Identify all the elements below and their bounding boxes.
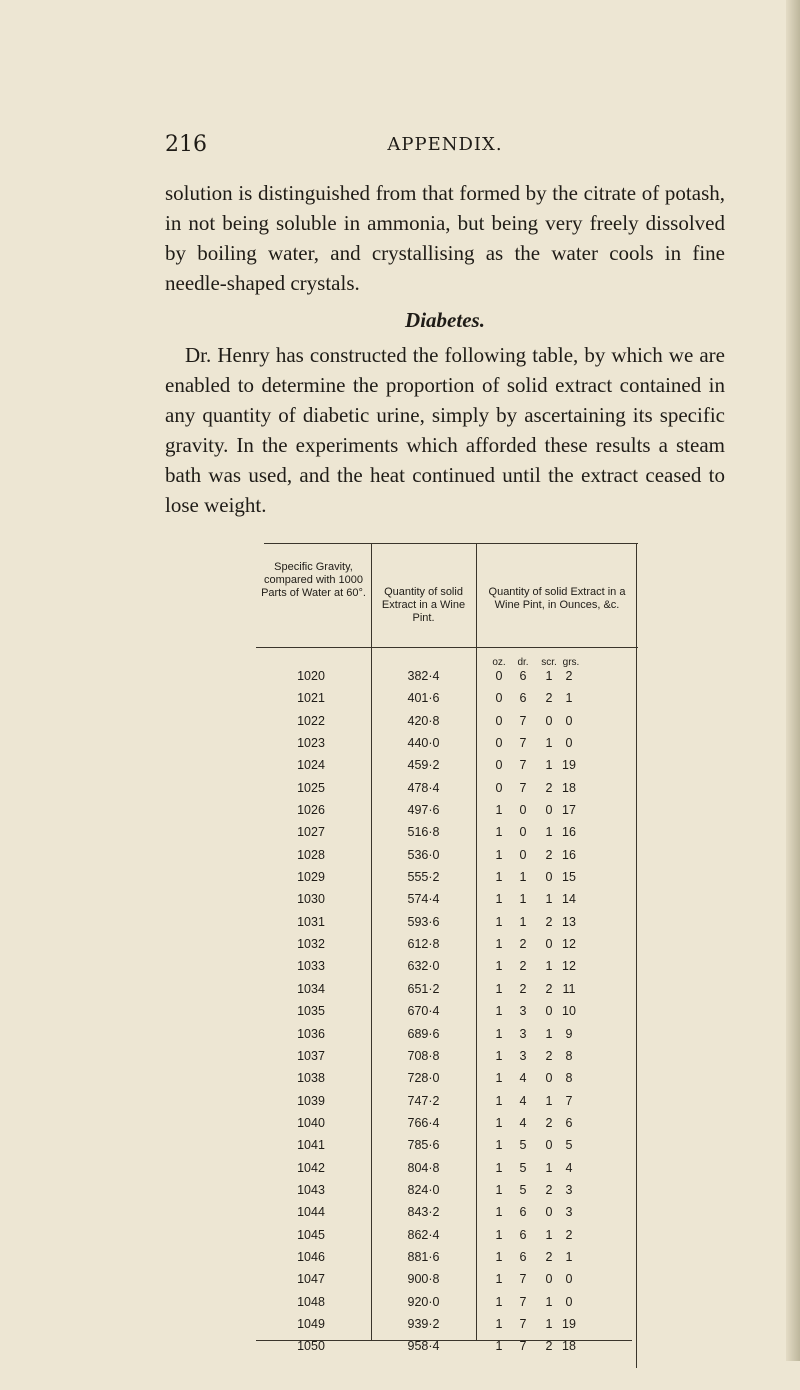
scr-cell: 2: [545, 1182, 553, 1197]
table-row: [256, 1293, 638, 1315]
grs-cell: 1: [565, 691, 573, 706]
grs-cell: 18: [562, 1339, 576, 1354]
grs-cell: 10: [562, 1004, 576, 1019]
grs-cell: 6: [565, 1115, 573, 1130]
grs-cell: 13: [562, 914, 576, 929]
table-row: [256, 1136, 638, 1158]
oz-cell: 1: [495, 1026, 503, 1041]
dr-cell: 1: [519, 892, 527, 907]
table-row: [256, 1114, 638, 1136]
specific-gravity-cell: 1029: [297, 870, 325, 885]
specific-gravity-cell: 1020: [297, 669, 325, 683]
specific-gravity-cell: 1024: [297, 758, 325, 773]
scr-cell: 2: [545, 914, 553, 929]
oz-cell: 1: [495, 1294, 503, 1309]
specific-gravity-cell: 1036: [297, 1026, 325, 1041]
quantity-cell: 497·6: [407, 803, 440, 818]
specific-gravity-cell: 1034: [297, 981, 325, 996]
dr-cell: 4: [519, 1115, 527, 1130]
oz-cell: 1: [495, 981, 503, 996]
scr-cell: 2: [545, 780, 553, 795]
scr-cell: 2: [545, 847, 553, 862]
quantity-cell: 804·8: [407, 1160, 440, 1175]
grs-cell: 15: [562, 870, 576, 885]
scr-cell: 0: [545, 1138, 553, 1153]
quantity-cell: 785·6: [407, 1138, 440, 1153]
scr-cell: 0: [545, 1272, 553, 1287]
grs-cell: 0: [565, 713, 573, 728]
oz-cell: 1: [495, 803, 503, 818]
quantity-cell: 689·6: [407, 1026, 440, 1041]
dr-cell: 3: [519, 1048, 527, 1063]
grs-cell: 2: [565, 669, 573, 683]
dr-cell: 5: [519, 1138, 527, 1153]
scr-cell: 0: [545, 713, 553, 728]
table-row: [256, 1203, 638, 1225]
specific-gravity-cell: 1043: [297, 1182, 325, 1197]
specific-gravity-cell: 1023: [297, 736, 325, 751]
header-title: APPENDIX.: [387, 134, 503, 155]
specific-gravity-cell: 1039: [297, 1093, 325, 1108]
oz-cell: 1: [495, 1093, 503, 1108]
scr-cell: 2: [545, 691, 553, 706]
dr-cell: 0: [519, 803, 527, 818]
dr-cell: 7: [519, 736, 527, 751]
dr-cell: 6: [519, 691, 527, 706]
table-row: [256, 957, 638, 979]
scr-cell: 2: [545, 1048, 553, 1063]
grs-cell: 17: [562, 803, 576, 818]
grs-cell: 11: [562, 981, 576, 996]
dr-cell: 5: [519, 1160, 527, 1175]
oz-cell: 1: [495, 1115, 503, 1130]
quantity-cell: 881·6: [407, 1249, 440, 1264]
table-row: [256, 734, 638, 756]
oz-cell: 0: [495, 758, 503, 773]
quantity-cell: 478·4: [407, 780, 440, 795]
oz-cell: 1: [495, 1160, 503, 1175]
grs-cell: 8: [565, 1048, 573, 1063]
dr-cell: 6: [519, 1227, 527, 1242]
dr-cell: 2: [519, 959, 527, 974]
grs-cell: 12: [562, 937, 576, 952]
specific-gravity-cell: 1046: [297, 1249, 325, 1264]
grs-cell: 8: [565, 1071, 573, 1086]
specific-gravity-cell: 1050: [297, 1339, 325, 1354]
oz-cell: 1: [495, 914, 503, 929]
table-row: [256, 1159, 638, 1181]
scr-cell: 2: [545, 1115, 553, 1130]
quantity-cell: 536·0: [407, 847, 440, 862]
dr-cell: 0: [519, 847, 527, 862]
table-row: [256, 1069, 638, 1091]
quantity-cell: 747·2: [407, 1093, 440, 1108]
grs-cell: 12: [562, 959, 576, 974]
grs-cell: 16: [562, 825, 576, 840]
quantity-cell: 824·0: [407, 1182, 440, 1197]
specific-gravity-cell: 1047: [297, 1272, 325, 1287]
grs-cell: 19: [562, 1316, 576, 1331]
specific-gravity-cell: 1022: [297, 713, 325, 728]
scr-cell: 1: [545, 1227, 553, 1242]
quantity-cell: 632·0: [407, 959, 440, 974]
grs-cell: 4: [565, 1160, 573, 1175]
table-body: [256, 667, 638, 1360]
table-row: [256, 1002, 638, 1024]
quantity-cell: 593·6: [407, 914, 440, 929]
dr-cell: 1: [519, 914, 527, 929]
scr-cell: 1: [545, 758, 553, 773]
grs-cell: 19: [562, 758, 576, 773]
table-row: [256, 935, 638, 957]
quantity-cell: 728·0: [407, 1071, 440, 1086]
quantity-cell: 516·8: [407, 825, 440, 840]
table-header-rule: [256, 647, 638, 648]
oz-cell: 1: [495, 1205, 503, 1220]
table-row: [256, 667, 638, 689]
oz-cell: 1: [495, 937, 503, 952]
scr-cell: 1: [545, 1026, 553, 1041]
dr-cell: 6: [519, 669, 527, 683]
specific-gravity-cell: 1028: [297, 847, 325, 862]
scr-cell: 1: [545, 1294, 553, 1309]
table-row: [256, 1248, 638, 1270]
scr-cell: 1: [545, 825, 553, 840]
paragraph-diabetes: Dr. Henry has constructed the following table, by which we are enabled to determine the proportion of solid extract contained in any quantity of diabetic urine, simply by ascertaining its specific gravity. In the experiments which afforded these results a steam bath was used, and the heat continued until the extract ceased to lose weight.: [165, 343, 725, 517]
specific-gravity-cell: 1041: [297, 1138, 325, 1153]
oz-cell: 1: [495, 1227, 503, 1242]
dr-cell: 7: [519, 1294, 527, 1309]
specific-gravity-cell: 1031: [297, 914, 325, 929]
dr-cell: 1: [519, 870, 527, 885]
oz-cell: 1: [495, 1316, 503, 1331]
table-row: [256, 1025, 638, 1047]
scr-cell: 2: [545, 1339, 553, 1354]
quantity-cell: 382·4: [407, 669, 440, 683]
grs-cell: 0: [565, 1294, 573, 1309]
oz-cell: 1: [495, 847, 503, 862]
table-row: [256, 712, 638, 734]
dr-cell: 2: [519, 937, 527, 952]
quantity-cell: 440·0: [407, 736, 440, 751]
dr-cell: 2: [519, 981, 527, 996]
specific-gravity-cell: 1025: [297, 780, 325, 795]
quantity-cell: 670·4: [407, 1004, 440, 1019]
table-row: [256, 1337, 638, 1359]
specific-gravity-cell: 1042: [297, 1160, 325, 1175]
scr-cell: 0: [545, 1205, 553, 1220]
grs-cell: 9: [565, 1026, 573, 1041]
quantity-cell: 900·8: [407, 1272, 440, 1287]
dr-cell: 7: [519, 780, 527, 795]
oz-cell: 0: [495, 780, 503, 795]
unit-dr: dr.: [517, 657, 529, 668]
unit-oz: oz.: [492, 657, 506, 668]
quantity-cell: 459·2: [407, 758, 440, 773]
table-top-rule: [264, 543, 638, 544]
scr-cell: 2: [545, 981, 553, 996]
grs-cell: 3: [565, 1182, 573, 1197]
quantity-cell: 766·4: [407, 1115, 440, 1130]
running-head: [165, 132, 725, 162]
dr-cell: 4: [519, 1093, 527, 1108]
dr-cell: 0: [519, 825, 527, 840]
dr-cell: 7: [519, 1316, 527, 1331]
oz-cell: 1: [495, 959, 503, 974]
quantity-cell: 574·4: [407, 892, 440, 907]
quantity-cell: 420·8: [407, 713, 440, 728]
table-row: [256, 801, 638, 823]
table-row: [256, 1092, 638, 1114]
specific-gravity-cell: 1026: [297, 803, 325, 818]
quantity-cell: 939·2: [407, 1316, 440, 1331]
dr-cell: 3: [519, 1004, 527, 1019]
specific-gravity-cell: 1030: [297, 892, 325, 907]
oz-cell: 1: [495, 1004, 503, 1019]
oz-cell: 1: [495, 1071, 503, 1086]
specific-gravity-cell: 1049: [297, 1316, 325, 1331]
oz-cell: 0: [495, 691, 503, 706]
dr-cell: 4: [519, 1071, 527, 1086]
specific-gravity-cell: 1037: [297, 1048, 325, 1063]
table-row: [256, 689, 638, 711]
unit-grs: grs.: [562, 657, 580, 668]
scr-cell: 1: [545, 669, 553, 683]
quantity-cell: 920·0: [407, 1294, 440, 1309]
oz-cell: 1: [495, 1339, 503, 1354]
table-row: [256, 756, 638, 778]
page-edge: [786, 0, 800, 1361]
specific-gravity-cell: 1027: [297, 825, 325, 840]
scr-cell: 2: [545, 1249, 553, 1264]
specific-gravity-cell: 1021: [297, 691, 325, 706]
quantity-cell: 401·6: [407, 691, 440, 706]
grs-cell: 0: [565, 1272, 573, 1287]
scr-cell: 1: [545, 892, 553, 907]
table-row: [256, 913, 638, 935]
grs-cell: 16: [562, 847, 576, 862]
table-row: [256, 1226, 638, 1248]
oz-cell: 1: [495, 825, 503, 840]
table-row: [256, 1270, 638, 1292]
oz-cell: 1: [495, 1138, 503, 1153]
dr-cell: 3: [519, 1026, 527, 1041]
table-row: [256, 890, 638, 912]
quantity-cell: 843·2: [407, 1205, 440, 1220]
quantity-cell: 651·2: [407, 981, 440, 996]
oz-cell: 0: [495, 669, 503, 683]
table-row: [256, 868, 638, 890]
specific-gravity-cell: 1032: [297, 937, 325, 952]
grs-cell: 14: [562, 892, 576, 907]
dr-cell: 7: [519, 1339, 527, 1354]
scr-cell: 1: [545, 736, 553, 751]
scr-cell: 0: [545, 870, 553, 885]
table-row: [256, 1047, 638, 1069]
paragraph-intro: solution is distinguished from that formed by the citrate of potash, in not being soluble in ammonia, but being very freely dissolved by boiling water, and crystallising as the water cools in fine needle-shaped crystals.: [165, 181, 725, 295]
section-heading: Diabetes.: [405, 308, 485, 332]
grs-cell: 7: [565, 1093, 573, 1108]
oz-cell: 0: [495, 713, 503, 728]
specific-gravity-cell: 1038: [297, 1071, 325, 1086]
grs-cell: 0: [565, 736, 573, 751]
scr-cell: 1: [545, 1160, 553, 1175]
oz-cell: 1: [495, 870, 503, 885]
oz-cell: 1: [495, 1048, 503, 1063]
dr-cell: 7: [519, 1272, 527, 1287]
quantity-cell: 862·4: [407, 1227, 440, 1242]
header-quantity: Quantity of solid Extract in a Wine Pint.: [381, 586, 466, 624]
table-row: [256, 980, 638, 1002]
dr-cell: 7: [519, 758, 527, 773]
page-number: 216: [165, 132, 207, 157]
scr-cell: 1: [545, 959, 553, 974]
header-extract: Quantity of solid Extract in a Wine Pint, in Ounces, &c.: [488, 586, 626, 611]
oz-cell: 1: [495, 1182, 503, 1197]
scr-cell: 1: [545, 1093, 553, 1108]
grs-cell: 5: [565, 1138, 573, 1153]
gravity-table: [256, 543, 638, 1390]
oz-cell: 1: [495, 1272, 503, 1287]
oz-cell: 1: [495, 892, 503, 907]
dr-cell: 6: [519, 1249, 527, 1264]
grs-cell: 3: [565, 1205, 573, 1220]
dr-cell: 6: [519, 1205, 527, 1220]
quantity-cell: 555·2: [407, 870, 440, 885]
dr-cell: 7: [519, 713, 527, 728]
grs-cell: 1: [565, 1249, 573, 1264]
quantity-cell: 708·8: [407, 1048, 440, 1063]
header-specific-gravity: Specific Gravity, compared with 1000 Parts of Water at 60°.: [261, 561, 366, 599]
specific-gravity-cell: 1048: [297, 1294, 325, 1309]
specific-gravity-cell: 1040: [297, 1115, 325, 1130]
scr-cell: 0: [545, 1071, 553, 1086]
quantity-cell: 958·4: [407, 1339, 440, 1354]
table-row: [256, 1315, 638, 1337]
specific-gravity-cell: 1033: [297, 959, 325, 974]
oz-cell: 0: [495, 736, 503, 751]
scr-cell: 0: [545, 1004, 553, 1019]
unit-scr: scr.: [541, 657, 557, 668]
specific-gravity-cell: 1035: [297, 1004, 325, 1019]
table-row: [256, 846, 638, 868]
scr-cell: 0: [545, 803, 553, 818]
oz-cell: 1: [495, 1249, 503, 1264]
dr-cell: 5: [519, 1182, 527, 1197]
specific-gravity-cell: 1044: [297, 1205, 325, 1220]
grs-cell: 2: [565, 1227, 573, 1242]
quantity-cell: 612·8: [407, 937, 440, 952]
table-row: [256, 779, 638, 801]
table-row: [256, 1181, 638, 1203]
specific-gravity-cell: 1045: [297, 1227, 325, 1242]
scr-cell: 1: [545, 1316, 553, 1331]
grs-cell: 18: [562, 780, 576, 795]
scr-cell: 0: [545, 937, 553, 952]
table-row: [256, 823, 638, 845]
